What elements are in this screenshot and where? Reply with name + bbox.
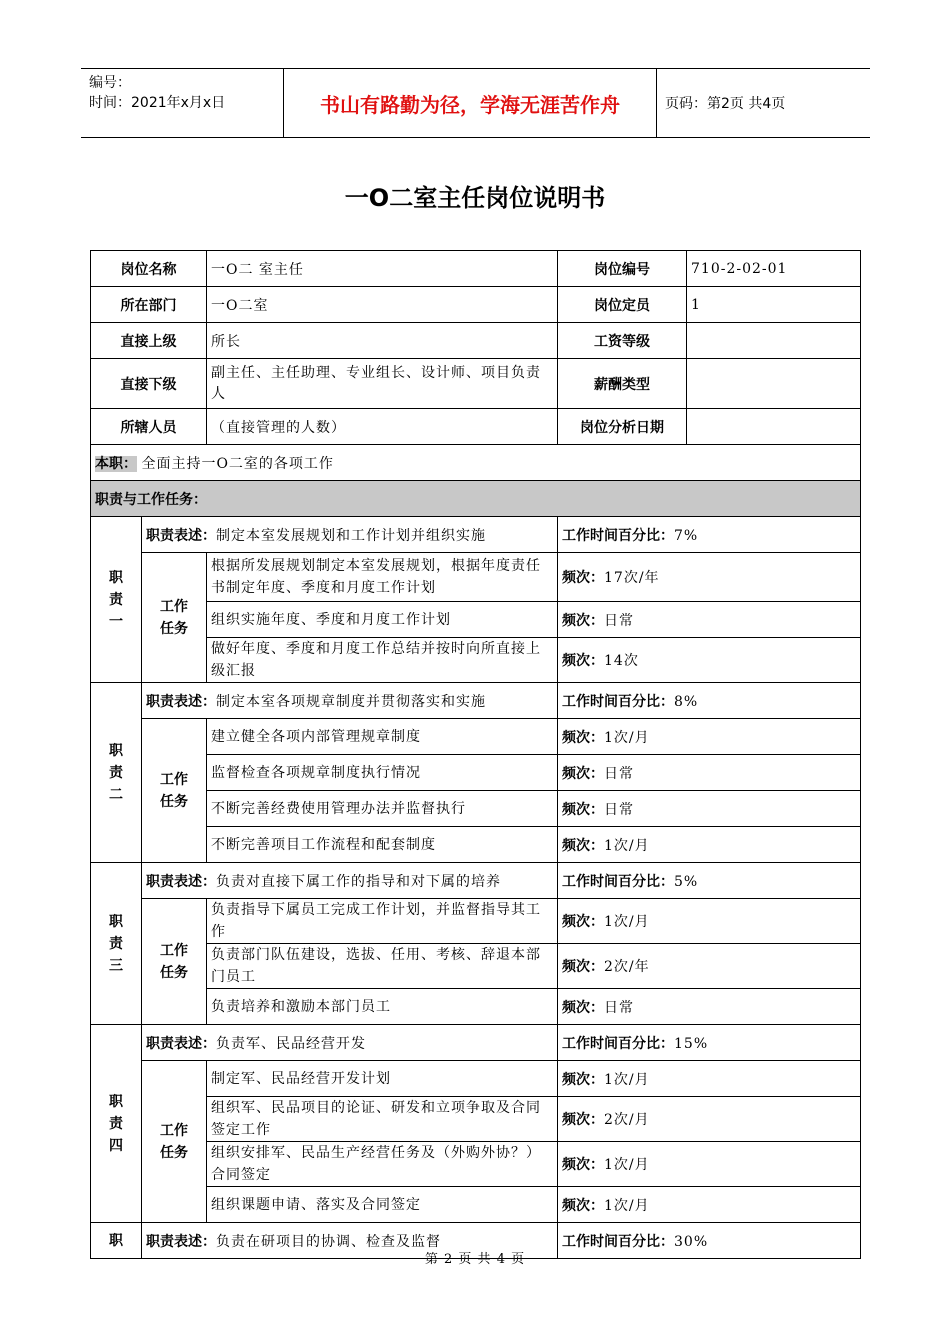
date-label: 岗位分析日期 — [558, 409, 687, 445]
task-freq: 1次/月 — [604, 914, 650, 930]
duty-pct-cell — [558, 683, 861, 719]
task-text: 不断完善项目工作流程和配套制度 — [207, 827, 558, 863]
freq-label: 频次： — [562, 653, 604, 669]
task-text: 不断完善经费使用管理办法并监督执行 — [207, 791, 558, 827]
freq-label: 频次： — [562, 914, 604, 930]
post-no-label: 岗位编号 — [558, 251, 687, 287]
staff-value: （直接管理的人数） — [207, 409, 558, 445]
task-freq-cell — [558, 827, 861, 863]
freq-label: 频次： — [562, 1071, 604, 1088]
task-text: 组织安排军、民品生产经营任务及（外购外协？）合同签定 — [207, 1142, 558, 1187]
task-freq-cell — [558, 1187, 861, 1223]
duty-pct: 15% — [674, 1035, 709, 1052]
task-label — [142, 1061, 207, 1223]
duty-pct: 30% — [674, 1233, 709, 1250]
post-name-value: 一O二 室主任 — [207, 251, 558, 287]
task-row — [91, 1187, 861, 1223]
task-row — [91, 602, 861, 638]
duty-name — [91, 517, 142, 683]
task-row — [91, 1061, 861, 1097]
task-freq: 17次/年 — [604, 570, 660, 586]
task-freq-cell — [558, 791, 861, 827]
subordinate-label: 直接下级 — [91, 359, 207, 409]
task-row — [91, 755, 861, 791]
task-label-text: 工作任务 — [160, 1122, 188, 1161]
task-freq: 1次/月 — [604, 729, 650, 746]
task-freq: 2次/月 — [604, 1112, 650, 1128]
task-freq: 14次 — [604, 653, 639, 669]
duty-pct-cell — [558, 863, 861, 899]
duty-name — [91, 1025, 142, 1223]
duty-desc-row — [91, 1025, 861, 1061]
dept-value: 一O二室 — [207, 287, 558, 323]
time-label: 时间：2021年x月x日 — [89, 95, 226, 111]
post-name-label: 岗位名称 — [91, 251, 207, 287]
info-row — [91, 359, 861, 409]
desc-label: 职责表述： — [146, 1233, 216, 1250]
page-header — [81, 68, 870, 138]
subordinate-value: 副主任、主任助理、专业组长、设计师、项目负责人 — [207, 359, 558, 409]
info-row — [91, 409, 861, 445]
duty-desc-cell — [142, 863, 558, 899]
duty-name-text: 职 — [109, 1232, 123, 1249]
dept-label: 所在部门 — [91, 287, 207, 323]
task-freq: 1次/月 — [604, 1197, 650, 1214]
freq-label: 频次： — [562, 765, 604, 782]
task-freq: 日常 — [604, 765, 634, 782]
duty-pct-cell — [558, 1025, 861, 1061]
task-label — [142, 553, 207, 683]
task-text: 负责指导下属员工完成工作计划，并监督指导其工作 — [207, 899, 558, 944]
pay-label: 薪酬类型 — [558, 359, 687, 409]
duty-desc-row — [91, 863, 861, 899]
duty-desc: 制定本室发展规划和工作计划并组织实施 — [216, 527, 486, 544]
desc-label: 职责表述： — [146, 693, 216, 710]
duty-summary-cell — [91, 445, 861, 481]
duty-name-text: 职责二 — [109, 742, 123, 803]
task-row — [91, 899, 861, 944]
task-text: 负责部门队伍建设，选拔、任用、考核、辞退本部门员工 — [207, 944, 558, 989]
freq-label: 频次： — [562, 1112, 604, 1128]
duty-desc-cell — [142, 1025, 558, 1061]
pct-label: 工作时间百分比： — [562, 693, 674, 710]
task-freq: 1次/月 — [604, 1157, 650, 1173]
freq-label: 频次： — [562, 959, 604, 975]
duty-summary-label: 本职： — [95, 455, 137, 472]
task-text: 做好年度、季度和月度工作总结并按时向所直接上级汇报 — [207, 638, 558, 683]
task-text: 组织军、民品项目的论证、研发和立项争取及合同签定工作 — [207, 1097, 558, 1142]
header-motto: 书山有路勤为径，学海无涯苦作舟 — [283, 69, 657, 137]
task-freq-cell — [558, 755, 861, 791]
task-freq: 日常 — [604, 801, 634, 818]
duty-name — [91, 863, 142, 1025]
header-page-info: 页码：第2页 共4页 — [665, 96, 786, 112]
tasks-heading-row — [91, 481, 861, 517]
duty-pct: 5% — [674, 873, 699, 890]
duty-name-text: 职责三 — [109, 913, 123, 974]
pct-label: 工作时间百分比： — [562, 873, 674, 890]
task-text: 负责培养和激励本部门员工 — [207, 989, 558, 1025]
tasks-heading-cell — [91, 481, 861, 517]
task-text: 制定军、民品经营开发计划 — [207, 1061, 558, 1097]
task-text: 建立健全各项内部管理规章制度 — [207, 719, 558, 755]
desc-label: 职责表述： — [146, 1035, 216, 1052]
staff-label: 所辖人员 — [91, 409, 207, 445]
task-row — [91, 553, 861, 602]
duty-desc: 负责对直接下属工作的指导和对下属的培养 — [216, 873, 501, 890]
freq-label: 频次： — [562, 729, 604, 746]
duty-summary-text: 全面主持一O二室的各项工作 — [141, 455, 334, 472]
job-description-table — [90, 250, 861, 1259]
info-row — [91, 287, 861, 323]
desc-label: 职责表述： — [146, 873, 216, 890]
superior-label: 直接上级 — [91, 323, 207, 359]
duty-pct: 7% — [674, 527, 699, 544]
tasks-heading: 职责与工作任务： — [95, 491, 207, 508]
task-freq: 1次/月 — [604, 1071, 650, 1088]
duty-desc-row — [91, 683, 861, 719]
task-row — [91, 1097, 861, 1142]
task-freq: 2次/年 — [604, 959, 650, 975]
task-row — [91, 791, 861, 827]
duty-name — [91, 683, 142, 863]
task-row — [91, 989, 861, 1025]
task-row — [91, 719, 861, 755]
task-row — [91, 827, 861, 863]
post-no-value: 710-2-02-01 — [687, 251, 861, 287]
duty-desc: 负责军、民品经营开发 — [216, 1035, 366, 1052]
task-row — [91, 944, 861, 989]
task-freq-cell — [558, 602, 861, 638]
task-text: 组织课题申请、落实及合同签定 — [207, 1187, 558, 1223]
summary-row — [91, 445, 861, 481]
task-freq-cell — [558, 1142, 861, 1187]
duty-pct: 8% — [674, 693, 699, 710]
duty-desc: 负责在研项目的协调、检查及监督 — [216, 1233, 441, 1250]
task-text: 监督检查各项规章制度执行情况 — [207, 755, 558, 791]
task-freq-cell — [558, 989, 861, 1025]
desc-label: 职责表述： — [146, 527, 216, 544]
duty-pct-cell — [558, 517, 861, 553]
task-freq-cell — [558, 899, 861, 944]
freq-label: 频次： — [562, 999, 604, 1016]
task-label-text: 工作任务 — [160, 771, 188, 810]
header-meta — [89, 73, 225, 113]
pct-label: 工作时间百分比： — [562, 527, 674, 544]
freq-label: 频次： — [562, 1157, 604, 1173]
task-freq-cell — [558, 553, 861, 602]
superior-value: 所长 — [207, 323, 558, 359]
duty-name-text: 职责一 — [109, 569, 123, 630]
pay-value — [687, 359, 861, 409]
info-row — [91, 323, 861, 359]
task-freq-cell — [558, 719, 861, 755]
task-freq: 1次/月 — [604, 837, 650, 854]
quota-value: 1 — [687, 287, 861, 323]
task-freq-cell — [558, 1061, 861, 1097]
grade-value — [687, 323, 861, 359]
task-freq: 日常 — [604, 999, 634, 1016]
freq-label: 频次： — [562, 801, 604, 818]
document-title: 一O二室主任岗位说明书 — [344, 184, 606, 212]
quota-label: 岗位定员 — [558, 287, 687, 323]
pct-label: 工作时间百分比： — [562, 1035, 674, 1052]
date-value — [687, 409, 861, 445]
task-freq-cell — [558, 638, 861, 683]
task-label-text: 工作任务 — [160, 942, 188, 981]
task-row — [91, 638, 861, 683]
freq-label: 频次： — [562, 837, 604, 854]
duty-desc-cell — [142, 517, 558, 553]
task-text: 根据所发展规划制定本室发展规划，根据年度责任书制定年度、季度和月度工作计划 — [207, 553, 558, 602]
duty-desc-row — [91, 517, 861, 553]
page-footer: 第 2 页 共 4 页 — [424, 1252, 526, 1267]
task-row — [91, 1142, 861, 1187]
task-label — [142, 719, 207, 863]
task-label-text: 工作任务 — [160, 598, 188, 637]
freq-label: 频次： — [562, 570, 604, 586]
task-freq-cell — [558, 944, 861, 989]
duty-desc-cell — [142, 683, 558, 719]
freq-label: 频次： — [562, 1197, 604, 1214]
task-text: 组织实施年度、季度和月度工作计划 — [207, 602, 558, 638]
duty-desc: 制定本室各项规章制度并贯彻落实和实施 — [216, 693, 486, 710]
number-label: 编号： — [89, 75, 131, 91]
info-row — [91, 251, 861, 287]
pct-label: 工作时间百分比： — [562, 1233, 674, 1250]
grade-label: 工资等级 — [558, 323, 687, 359]
task-label — [142, 899, 207, 1025]
freq-label: 频次： — [562, 612, 604, 629]
duty-name-text: 职责四 — [109, 1093, 123, 1154]
task-freq-cell — [558, 1097, 861, 1142]
task-freq: 日常 — [604, 612, 634, 629]
